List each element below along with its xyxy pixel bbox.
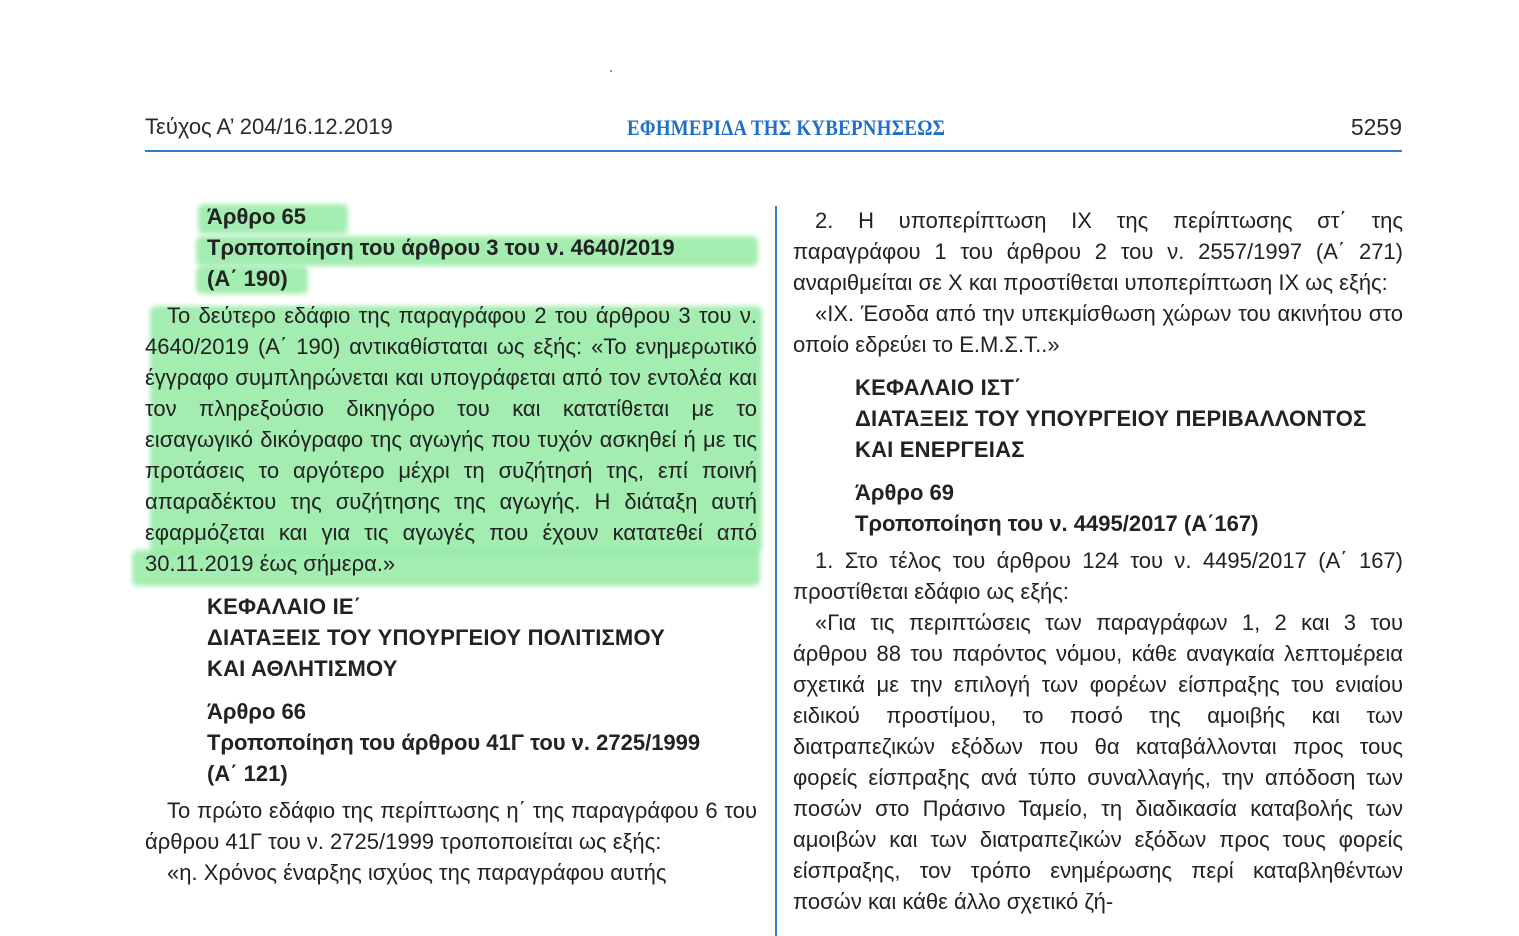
chapter-ie-number: ΚΕΦΑΛΑΙΟ ΙΕ΄ — [207, 594, 362, 619]
article-66-text: Το πρώτο εδάφιο της περίπτωσης η΄ της παραγράφου 6 του άρθρου 41Γ του ν. 2725/1999 τροποποιείται ως εξής: — [145, 798, 757, 854]
article-69-paragraph-1: 1. Στο τέλος του άρθρου 124 του ν. 4495/2017 (Α΄ 167) προστίθεται εδάφιο ως εξής: — [793, 548, 1403, 604]
chapter-ie-heading — [145, 591, 757, 684]
chapter-ist-title-cont: ΚΑΙ ΕΝΕΡΓΕΙΑΣ — [855, 437, 1025, 462]
right-column — [793, 205, 1403, 917]
quote-ix: «IX. Έσοδα από την υπεκμίσθωση χώρων του ακινήτου στο οποίο εδρεύει το Ε.Μ.Σ.Τ..» — [793, 301, 1403, 357]
article-65-number: Άρθρο 65 — [207, 204, 307, 229]
article-69-title: Τροποποίηση του ν. 4495/2017 (Α΄167) — [855, 511, 1259, 536]
left-column — [145, 201, 757, 888]
article-66-title-ref: (Α΄ 121) — [207, 761, 288, 786]
article-66-heading — [145, 696, 757, 789]
article-66-quote: «η. Χρόνος έναρξης ισχύος της παραγράφου αυτής — [167, 860, 667, 885]
article-66-number: Άρθρο 66 — [207, 699, 307, 724]
issue-info: Τεύχος Α’ 204/16.12.2019 — [145, 114, 393, 139]
page-header — [145, 112, 1402, 150]
article-69-quote: «Για τις περιπτώσεις των παραγράφων 1, 2 και 3 του άρθρου 88 του παρόντος νόμου, κάθε αναγκαία λεπτομέρεια σχετικά με την επιλογή των φορέων είσπραξης του ενιαίου ειδικού προστίμου, το ποσό της αμοιβής και των διατραπεζικών εξόδων που θα καταβάλλονται προς τους φορείς είσπραξης ανά τύπο συναλλαγής, την απόδοση των ποσών στο Πράσινο Ταμείο, τη διαδικασία καταβολής των αμοιβών και των διατραπεζικών εξόδων προς τους φορείς είσπραξης, τον τρόπο ενημέρωσης περί καταβληθέντων ποσών και κάθε άλλο σχετικό ζή- — [793, 610, 1403, 914]
article-65-text: Το δεύτερο εδάφιο της παραγράφου 2 του άρθρου 3 του ν. 4640/2019 (Α΄ 190) αντικαθίσταται ως εξής: «Το ενημερωτικό έγγραφο συμπληρώνεται και υπογράφεται από τον εντολέα και τον πληρεξούσιο δικηγόρο του και κατατίθεται με το εισαγωγικό δικόγραφο της αγωγής που τυχόν ασκηθεί ή με τις προτάσεις το αργότερο μέχρι τη συζήτησή της, επί ποινή απαραδέκτου της συζήτησης της αγωγής. Η διάταξη αυτή εφαρμόζεται και για τις αγωγές που έχουν κατατεθεί από 30.11.2019 έως σήμερα.» — [145, 303, 757, 576]
chapter-ist-number: ΚΕΦΑΛΑΙΟ ΙΣΤ΄ — [855, 375, 1022, 400]
article-65-heading — [145, 201, 757, 294]
article-65-title: Τροποποίηση του άρθρου 3 του ν. 4640/2019 — [207, 235, 675, 260]
article-66-title: Τροποποίηση του άρθρου 41Γ του ν. 2725/1999 — [207, 730, 701, 755]
chapter-ie-title: ΔΙΑΤΑΞΕΙΣ ΤΟΥ ΥΠΟΥΡΓΕΙΟΥ ΠΟΛΙΤΙΣΜΟΥ — [207, 625, 666, 650]
article-65-title-ref: (Α΄ 190) — [207, 266, 288, 291]
article-69-heading — [793, 477, 1403, 539]
header-rule — [145, 150, 1402, 152]
chapter-ist-title: ΔΙΑΤΑΞΕΙΣ ΤΟΥ ΥΠΟΥΡΓΕΙΟΥ ΠΕΡΙΒΑΛΛΟΝΤΟΣ — [855, 406, 1367, 431]
gazette-title: ΕΦΗΜΕΡΙΔΑ ΤΗΣ ΚΥΒΕΡΝΗΣΕΩΣ — [627, 115, 946, 140]
chapter-ist-heading — [793, 372, 1403, 465]
paragraph-2: 2. Η υποπερίπτωση IX της περίπτωσης στ΄ της παραγράφου 1 του άρθρου 2 του ν. 2557/1997 (Α΄ 271) αναριθμείται σε X και προστίθεται υποπερίπτωση IX ως εξής: — [793, 208, 1403, 295]
article-69-number: Άρθρο 69 — [855, 480, 955, 505]
chapter-ie-title-cont: ΚΑΙ ΑΘΛΗΤΙΣΜΟΥ — [207, 656, 398, 681]
page-number: 5259 — [1350, 114, 1402, 140]
scan-speck — [610, 70, 612, 72]
column-divider — [775, 206, 777, 936]
